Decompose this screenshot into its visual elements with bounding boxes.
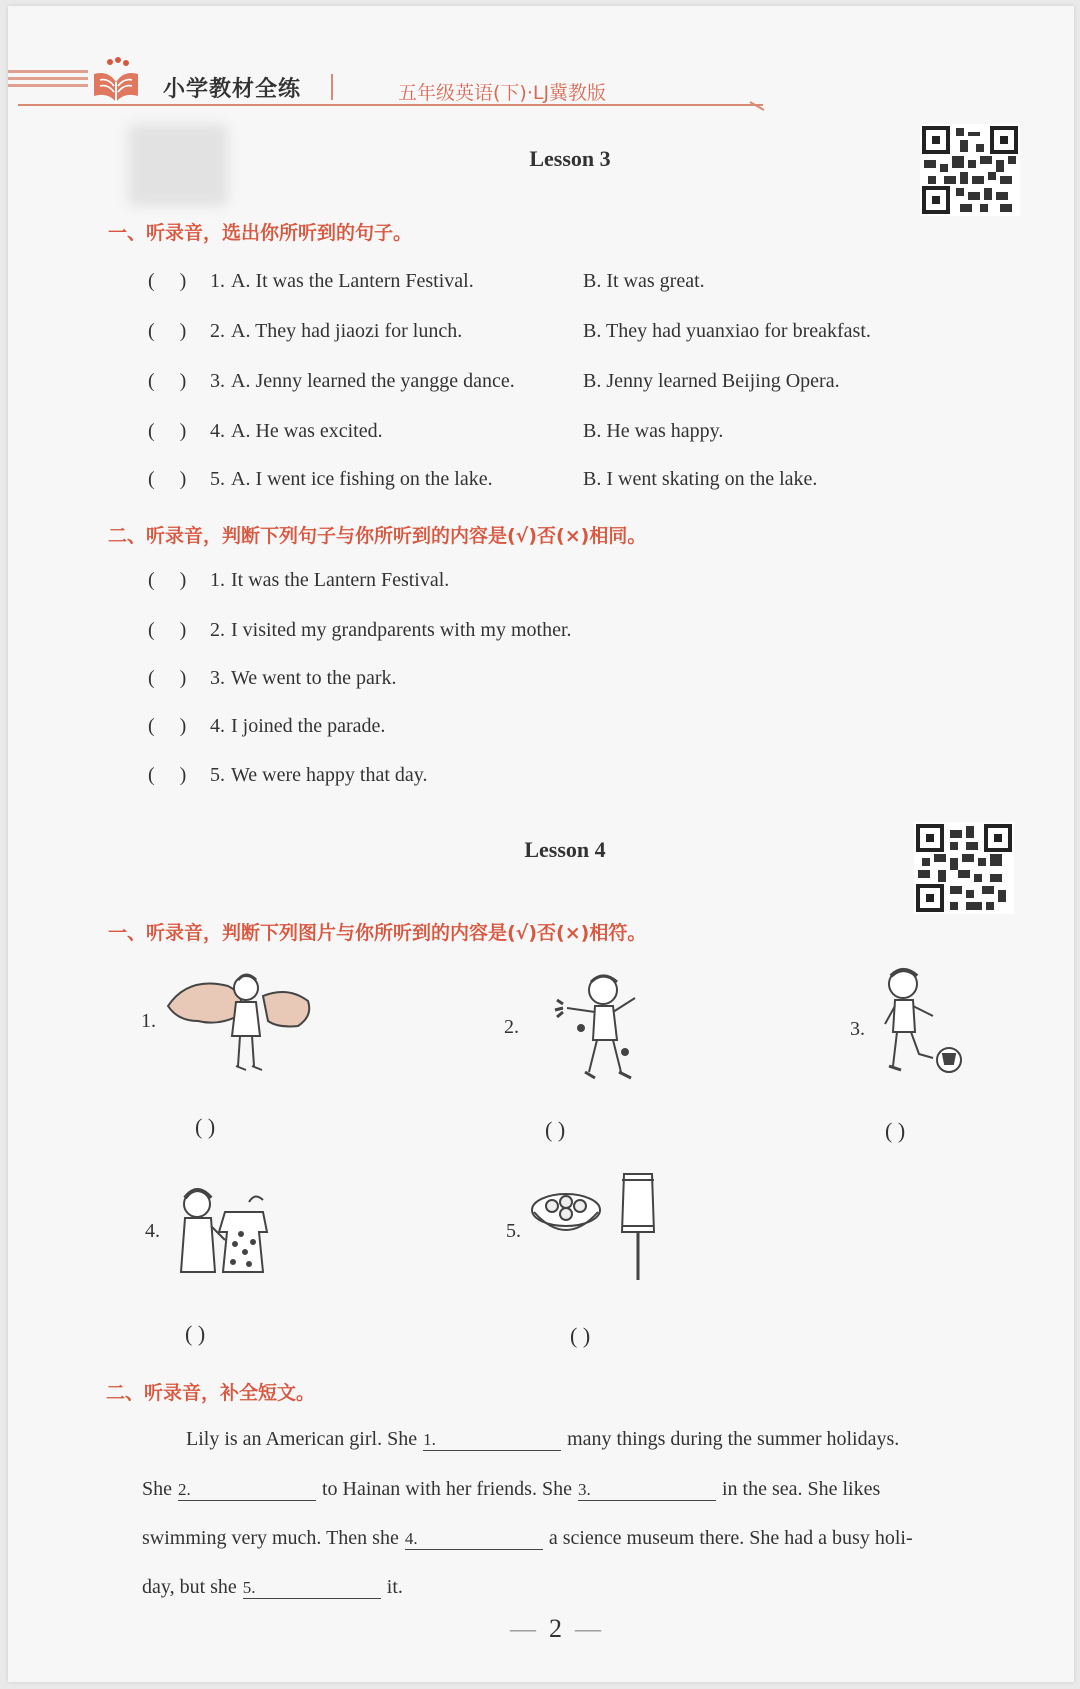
answer-paren[interactable]: ( ) [148,420,187,442]
header-rule [18,104,763,106]
answer-paren[interactable]: ( ) [148,370,187,392]
lesson3-judge-1: ( ) 1. It was the Lantern Festival. [148,569,450,591]
qr-code-icon[interactable] [914,822,1014,914]
lesson3-q4: ( ) 4. A. He was excited. B. He was happy. [148,420,724,442]
picture-2-answer[interactable]: ( ) [545,1117,566,1142]
answer-paren[interactable]: ( ) [148,715,187,737]
picture-3-number: 3. [850,1018,865,1040]
option-a: A. Jenny learned the yangge dance. [231,370,515,392]
blank-5[interactable]: 5. [243,1578,381,1599]
series-title: 小学教材全练 [163,77,302,102]
answer-paren[interactable]: ( ) [148,619,187,641]
header-separator [331,74,333,100]
answer-paren[interactable]: ( ) [148,667,187,689]
lesson3-judge-2: ( ) 2. I visited my grandparents with my mother. [148,619,572,641]
cloze-line-1: Lily is an American girl. She 1. many things during the summer holidays. [186,1428,900,1450]
header-arrow-icon [748,94,768,114]
option-a: A. It was the Lantern Festival. [231,270,474,292]
blank-4[interactable]: 4. [405,1529,543,1550]
option-b: B. Jenny learned Beijing Opera. [583,370,840,392]
dumplings-and-lantern-icon [526,1170,706,1300]
workbook-page [8,6,1074,1682]
lesson3-part1-heading: 一、听录音，选出你所听到的句子。 [108,222,413,244]
lesson4-part2-heading: 二、听录音，补全短文。 [106,1382,316,1404]
answer-paren[interactable]: ( ) [148,270,187,292]
option-a: A. I went ice fishing on the lake. [231,468,493,490]
answer-paren[interactable]: ( ) [148,569,187,591]
girl-with-lion-dance-icon [158,966,338,1096]
picture-4-number: 4. [145,1220,160,1242]
blank-1[interactable]: 1. [423,1430,561,1451]
picture-5-number: 5. [506,1220,521,1242]
option-b: B. It was great. [583,270,705,292]
lesson3-title: Lesson 3 [529,146,611,171]
lesson4-title: Lesson 4 [524,837,606,862]
boy-dancing-icon [523,968,703,1098]
girl-with-dress-icon [163,1182,343,1312]
picture-1-answer[interactable]: ( ) [195,1114,216,1139]
cloze-line-4: day, but she 5. it. [142,1576,403,1598]
lesson3-q3: ( ) 3. A. Jenny learned the yangge dance. B. Jenny learned Beijing Opera. [148,370,840,392]
option-a: A. They had jiaozi for lunch. [231,320,463,342]
boy-playing-football-icon [863,962,1043,1092]
answer-paren[interactable]: ( ) [148,320,187,342]
qr-code-icon[interactable] [920,124,1020,216]
open-book-logo-icon [88,56,144,106]
blank-3[interactable]: 3. [578,1480,716,1501]
header-decoration [8,70,88,94]
blank-2[interactable]: 2. [178,1480,316,1501]
cloze-line-2: She 2. to Hainan with her friends. She 3. in the sea. She likes [142,1478,881,1500]
picture-4-answer[interactable]: ( ) [185,1321,206,1346]
picture-1-number: 1. [141,1010,156,1032]
option-b: B. They had yuanxiao for breakfast. [583,320,871,342]
option-b: B. I went skating on the lake. [583,468,818,490]
picture-2-number: 2. [504,1016,519,1038]
lesson3-q1: ( ) 1. A. It was the Lantern Festival. B. It was great. [148,270,705,292]
answer-paren[interactable]: ( ) [148,764,187,786]
cloze-line-3: swimming very much. Then she 4. a science museum there. She had a busy holi- [142,1527,913,1549]
lesson3-judge-4: ( ) 4. I joined the parade. [148,715,386,737]
lesson3-judge-5: ( ) 5. We were happy that day. [148,764,428,786]
answer-paren[interactable]: ( ) [148,468,187,490]
lesson3-q5: ( ) 5. A. I went ice fishing on the lake. B. I went skating on the lake. [148,468,818,490]
lesson4-part1-heading: 一、听录音，判断下列图片与你所听到的内容是(√)否(×)相符。 [108,922,647,944]
picture-3-answer[interactable]: ( ) [885,1118,906,1143]
option-b: B. He was happy. [583,420,724,442]
page-number: — 2 — [510,1614,601,1643]
lesson3-judge-3: ( ) 3. We went to the park. [148,667,397,689]
edition-label: 五年级英语(下)·LJ冀教版 [398,82,607,104]
option-a: A. He was excited. [231,420,383,442]
picture-5-answer[interactable]: ( ) [570,1323,591,1348]
lesson3-q2: ( ) 2. A. They had jiaozi for lunch. B. They had yuanxiao for breakfast. [148,320,871,342]
lesson3-part2-heading: 二、听录音，判断下列句子与你所听到的内容是(√)否(×)相同。 [108,525,647,547]
faded-stamp [128,124,228,206]
